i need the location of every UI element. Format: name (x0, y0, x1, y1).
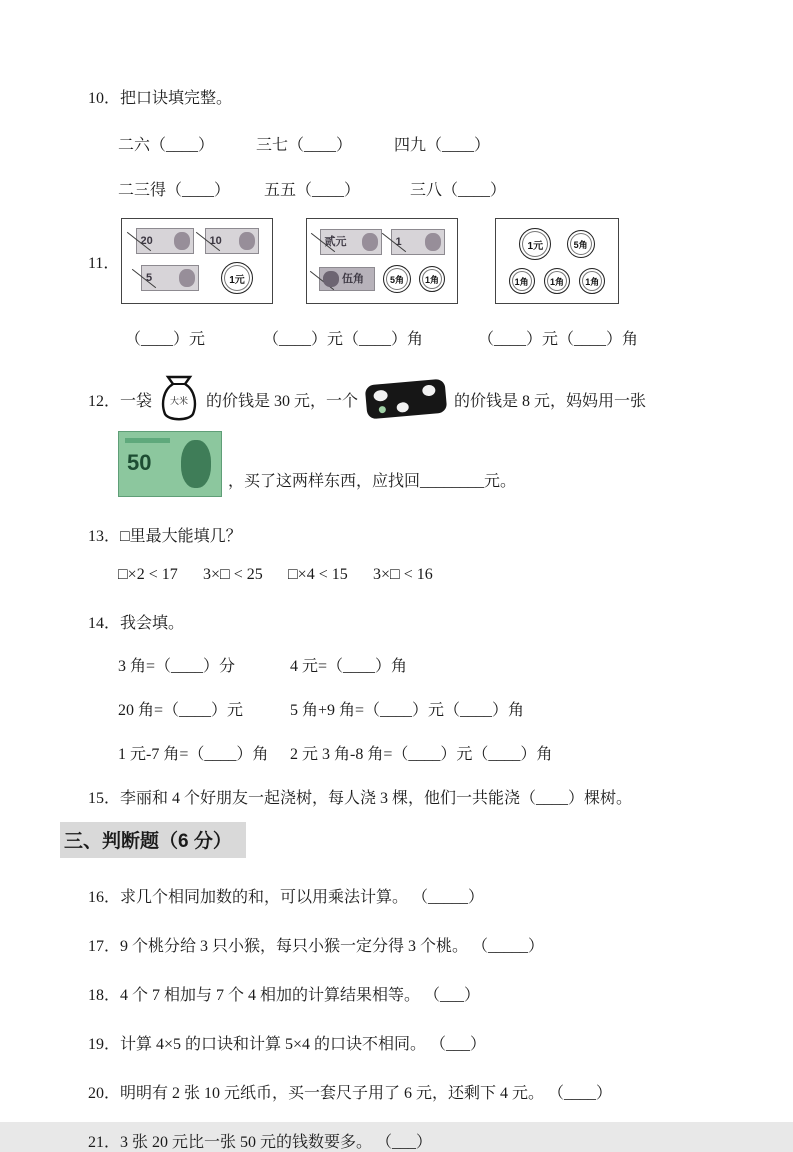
q14-row (118, 741, 753, 764)
banknote-denomination: 10 (209, 234, 222, 247)
portrait (239, 232, 255, 250)
q12-text-2: 的价钱是 30 元，一个 (206, 392, 359, 410)
q10-title: 10．把口诀填完整。 (88, 90, 233, 107)
q14-cell: 5 角+9 角=（____）元（____）角 (290, 702, 525, 719)
q11-answer-row (125, 326, 753, 349)
banknote-10-yuan (205, 228, 259, 254)
q12-text-4: ，买了这两样东西，应找回________元。 (228, 473, 517, 490)
coin-1-yuan: 1元 (519, 228, 551, 260)
q14-grid (118, 653, 753, 764)
q13-item-2: 3×□ < 25 (203, 566, 263, 583)
coin-1-yuan: 1元 (221, 262, 253, 294)
q17-text: 17．9 个桃分给 3 只小猴，每只小猴一定分得 3 个桃。 （_____） (88, 938, 545, 955)
banknote-5-yuan (141, 265, 199, 291)
portrait (174, 232, 190, 250)
rice-bag-label: 大米 (170, 396, 189, 406)
portrait (181, 440, 211, 488)
q21-text: 21．3 张 20 元比一张 50 元的钱数要多。 （___） (88, 1134, 433, 1151)
q10-row1 (118, 132, 753, 155)
banknote-20-yuan (136, 228, 194, 254)
rice-bag-icon (158, 375, 200, 423)
q10-blank-6: 三八（____） (410, 182, 507, 199)
q10-blank-2: 三七（____） (256, 137, 353, 154)
q14-cell: 2 元 3 角-8 角=（____）元（____）角 (290, 746, 553, 763)
pencil-case-spot (422, 384, 436, 396)
coin-1-jiao: 1角 (509, 268, 535, 294)
q14-row (118, 653, 753, 676)
pencil-case-spot (396, 402, 409, 413)
q11-number: 11． (88, 254, 120, 272)
q12-line2 (88, 431, 753, 497)
q13-item-4: 3×□ < 16 (373, 566, 433, 583)
portrait (179, 269, 195, 287)
banknote-5-jiao (319, 267, 375, 291)
banknote-decoration (125, 438, 170, 443)
q13-title: 13．□里最大能填几？ (88, 528, 242, 545)
pencil-case-spot (373, 390, 388, 402)
banknote-2-yuan (320, 229, 382, 255)
portrait (362, 233, 378, 251)
banknote-denomination: 伍角 (342, 272, 364, 285)
banknote-denomination: 1 (395, 235, 402, 248)
slash-mark (132, 269, 156, 288)
pencil-case-spot (379, 406, 387, 414)
coin-1-jiao: 1角 (544, 268, 570, 294)
q12-text-1: 12．一袋 (88, 392, 153, 410)
coin-5-jiao: 5角 (567, 230, 595, 258)
q13-row (118, 566, 753, 584)
q14-cell: 20 角=（____）元 (118, 702, 244, 719)
q11-answer-1: （____）元 (125, 331, 206, 348)
q14-cell: 3 角=（____）分 (118, 658, 236, 675)
q14-row (118, 697, 753, 720)
money-box-3 (495, 218, 619, 304)
coin-1-jiao: 1角 (419, 266, 445, 292)
section-3-heading: 三、判断题（6 分） (60, 822, 246, 858)
q13-item-3: □×4 < 15 (288, 566, 348, 583)
q13-item-1: □×2 < 17 (118, 566, 178, 583)
banknote-1-yuan (391, 229, 445, 255)
q14-cell: 1 元-7 角=（____）角 (118, 746, 269, 763)
q10-blank-3: 四九（____） (394, 137, 491, 154)
money-box-1 (121, 218, 273, 304)
q12-text-3: 的价钱是 8 元，妈妈用一张 (454, 392, 647, 410)
q14-title: 14．我会填。 (88, 615, 185, 632)
q11-answer-2: （____）元（____）角 (263, 331, 424, 348)
money-box-2 (306, 218, 458, 304)
slash-mark (381, 233, 405, 252)
q14-cell: 4 元=（____）角 (290, 658, 408, 675)
q19-text: 19．计算 4×5 的口诀和计算 5×4 的口诀不相同。 （___） (88, 1036, 487, 1053)
q12-line1 (88, 375, 753, 423)
q10-row2 (118, 177, 753, 200)
banknote-denomination: 5 (146, 271, 153, 284)
banknote-denomination: 50 (127, 450, 152, 475)
portrait (425, 233, 441, 251)
q10-blank-4: 二三得（____） (118, 182, 231, 199)
q20-text: 20．明明有 2 张 10 元纸币，买一套尺子用了 6 元，还剩下 4 元。 （____） (88, 1085, 613, 1102)
q15-text: 15．李丽和 4 个好朋友一起浇树，每人浇 3 棵，他们一共能浇（____）棵树。 (88, 790, 633, 807)
coin-1-jiao: 1角 (579, 268, 605, 294)
q11-money-boxes (88, 218, 753, 304)
banknote-denomination: 贰元 (324, 235, 347, 248)
q10-blank-1: 二六（____） (118, 137, 215, 154)
banknote-50-yuan (118, 431, 222, 497)
portrait (323, 271, 339, 287)
coin-5-jiao: 5角 (383, 265, 411, 293)
pencil-case-icon (365, 379, 448, 420)
q16-text: 16．求几个相同加数的和，可以用乘法计算。 （_____） (88, 889, 485, 906)
q11-answer-3: （____）元（____）角 (478, 331, 639, 348)
q10-blank-5: 五五（____） (264, 182, 361, 199)
banknote-denomination: 20 (140, 234, 153, 247)
q18-text: 18．4 个 7 相加与 7 个 4 相加的计算结果相等。 （___） (88, 987, 481, 1004)
